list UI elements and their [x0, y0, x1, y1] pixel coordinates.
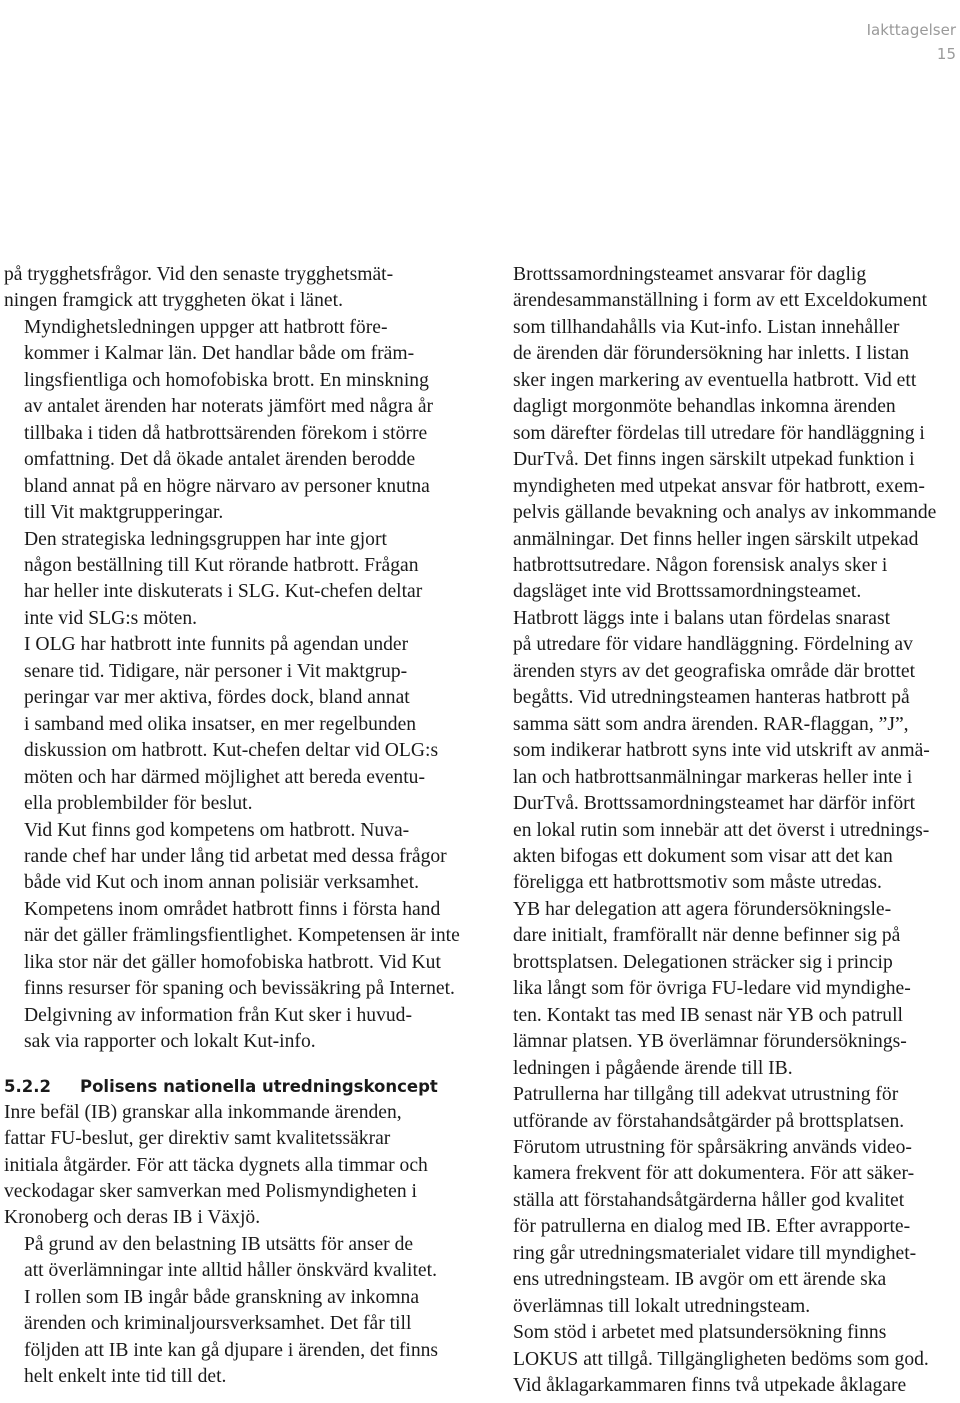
text-line: Patrullerna har tillgång till adekvat utrustning för — [513, 1084, 899, 1106]
text-line: ella problembilder för beslut. — [24, 793, 253, 815]
right-column — [493, 262, 960, 1399]
text-line: finns resurser för spaning och bevissäkring på Internet. — [24, 978, 455, 1000]
text-line: hatbrottsutredare. Någon forensisk analys sker i — [513, 554, 888, 576]
text-line: ärenden och kriminaljoursverksamhet. Det får till — [24, 1313, 412, 1335]
text-line: av antalet ärenden har noterats jämfört med några år — [24, 396, 434, 418]
text-line: ring går utredningsmaterialet vidare till myndighet- — [513, 1242, 917, 1264]
text-line: dagsläget inte vid Brottssamordningsteamet. — [513, 581, 862, 603]
text-line: pelvis gällande bevakning och analys av inkommande — [513, 502, 937, 524]
text-line: kommer i Kalmar län. Det handlar både om främ- — [24, 343, 415, 365]
text-line: lingsfientliga och homofobiska brott. En minskning — [24, 369, 429, 391]
section-number: 5.2.2 — [4, 1076, 51, 1096]
text-line: som indikerar hatbrott syns inte vid utskrift av anmä- — [513, 740, 930, 762]
text-line: Vid Kut finns god kompetens om hatbrott. Nuva- — [24, 819, 410, 841]
text-line: som tillhandahålls via Kut-info. Listan innehåller — [513, 316, 900, 338]
text-line: fattar FU-beslut, ger direktiv samt kvalitetssäkrar — [4, 1128, 391, 1150]
paragraph — [4, 262, 474, 315]
text-line: dagligt morgonmöte behandlas inkomna ärenden — [513, 396, 896, 418]
text-line: Vid åklagarkammaren finns två utpekade åklagare — [513, 1375, 907, 1397]
text-line: följden att IB inte kan gå djupare i ärenden, det finns — [24, 1339, 439, 1361]
text-line: omfattning. Det då ökade antalet ärenden berodde — [24, 449, 416, 471]
text-line: akten bifogas ett dokument som visar att det kan — [513, 845, 893, 867]
text-line: ten. Kontakt tas med IB senast när YB och patrull — [513, 1004, 903, 1026]
text-line: Delgivning av information från Kut sker i huvud- — [24, 1004, 412, 1026]
paragraph — [4, 1003, 474, 1056]
text-line: som därefter fördelas till utredare för handläggning i — [513, 422, 925, 444]
text-line: kamera frekvent för att dokumentera. För att säker- — [513, 1163, 915, 1185]
paragraph — [4, 1100, 474, 1232]
text-line: möten och har därmed möjlighet att bereda eventu- — [24, 766, 425, 788]
text-line: I rollen som IB ingår både granskning av inkomna — [24, 1286, 420, 1308]
text-line: överlämnas till lokalt utredningsteam. — [513, 1295, 811, 1317]
text-line: ärenden styrs av det geografiska område där brottet — [513, 660, 916, 682]
paragraph — [4, 632, 474, 817]
text-line: på trygghetsfrågor. Vid den senaste trygghetsmät- — [4, 264, 394, 285]
text-line: inte vid SLG:s möten. — [24, 607, 198, 629]
text-line: Kronoberg och deras IB i Växjö. — [4, 1207, 261, 1229]
text-line: har heller inte diskuterats i SLG. Kut-chefen deltar — [24, 581, 423, 603]
left-column — [4, 262, 474, 1391]
text-line: ställa att förstahandsåtgärderna håller god kvalitet — [513, 1189, 905, 1211]
running-header — [656, 18, 956, 66]
section-heading-title: Polisens nationella utredningskoncept — [80, 1076, 438, 1096]
text-line: diskussion om hatbrott. Kut-chefen deltar vid OLG:s — [24, 740, 439, 762]
page-number: 15 — [936, 45, 956, 63]
text-line: föreligga ett hatbrottsmotiv som måste utredas. — [513, 872, 882, 894]
right-paragraphs — [493, 262, 960, 1399]
text-line: för patrullerna en dialog med IB. Efter avrapporte- — [513, 1216, 911, 1238]
text-line: veckodagar sker samverkan med Polismyndigheten i — [4, 1180, 417, 1202]
text-line: i samband med olika insatser, en mer regelbunden — [24, 713, 417, 735]
text-line: till Vit maktgrupperingar. — [24, 502, 224, 524]
text-line: ledningen i pågående ärende till IB. — [513, 1057, 793, 1079]
text-line: Den strategiska ledningsgruppen har inte gjort — [24, 528, 387, 550]
text-line: I OLG har hatbrott inte funnits på agendan under — [24, 634, 409, 656]
text-line: lika långt som för övriga FU-ledare vid myndighe- — [513, 978, 911, 1000]
text-line: rande chef har under lång tid arbetat med dessa frågor — [24, 845, 447, 867]
text-line: tillbaka i tiden då hatbrottsärenden förekom i större — [24, 422, 428, 444]
text-line: lan och hatbrottsanmälningar markeras heller inte i — [513, 766, 913, 788]
text-line: myndigheten med utpekat ansvar för hatbrott, exem- — [513, 475, 925, 497]
left-paragraphs-after-heading — [4, 1100, 474, 1391]
text-line: begåtts. Vid utredningsteamen hanteras hatbrott på — [513, 687, 910, 709]
text-line: bland annat på en högre närvaro av personer knutna — [24, 475, 430, 497]
text-line: initiala åtgärder. För att täcka dygnets alla timmar och — [4, 1154, 428, 1176]
text-line: anmälningar. Det finns heller ingen särskilt utpekad — [513, 528, 919, 550]
text-line: ens utredningsteam. IB avgör om ett ärende ska — [513, 1269, 887, 1291]
text-line: brottsplatsen. Delegationen sträcker sig i princip — [513, 951, 893, 973]
left-paragraphs — [4, 262, 474, 1056]
text-line: de ärenden där förundersökning har inletts. I listan — [513, 343, 910, 365]
text-line: när det gäller främlingsfientlighet. Kompetensen är inte — [24, 925, 460, 947]
text-line: lämnar platsen. YB överlämnar förundersöknings- — [513, 1031, 907, 1053]
text-line: sak via rapporter och lokalt Kut-info. — [24, 1031, 316, 1053]
section-heading — [4, 1074, 474, 1100]
text-line: dare initialt, framförallt när denne befinner sig på — [513, 925, 901, 947]
paragraph — [493, 897, 960, 1082]
text-line: utförande av förstahandsåtgärder på brottsplatsen. — [513, 1110, 905, 1132]
text-line: Inre befäl (IB) granskar alla inkommande ärenden, — [4, 1101, 402, 1123]
paragraph — [4, 818, 474, 1003]
text-line: LOKUS att tillgå. Tillgängligheten bedöms som god. — [513, 1348, 929, 1370]
text-line: ningen framgick att tryggheten ökat i länet. — [4, 290, 343, 312]
paragraph — [493, 606, 960, 897]
paragraph — [4, 315, 474, 527]
text-line: någon beställning till Kut rörande hatbrott. Frågan — [24, 554, 419, 576]
text-line: Myndighetsledningen uppger att hatbrott före- — [24, 316, 388, 338]
text-line: ärendesammanställning i form av ett Exceldokument — [513, 290, 928, 312]
text-line: YB har delegation att agera förundersökningsle- — [513, 898, 892, 920]
text-line: DurTvå. Det finns ingen särskilt utpekad funktion i — [513, 449, 915, 471]
text-line: lika stor när det gäller homofobiska hatbrott. Vid Kut — [24, 951, 441, 973]
text-line: DurTvå. Brottssamordningsteamet har därför infört — [513, 793, 916, 815]
paragraph — [493, 1320, 960, 1399]
text-line: Förutom utrustning för spårsäkring används video- — [513, 1136, 912, 1158]
section-title: Iakttagelser — [866, 21, 956, 39]
paragraph — [4, 1232, 474, 1391]
text-line: senare tid. Tidigare, när personer i Vit maktgrup- — [24, 660, 408, 682]
text-line: peringar var mer aktiva, fördes dock, bland annat — [24, 687, 410, 709]
text-line: sker ingen markering av eventuella hatbrott. Vid ett — [513, 369, 917, 391]
text-line: en lokal rutin som innebär att det överst i utrednings- — [513, 819, 930, 841]
text-line: både vid Kut och inom annan polisiär verksamhet. — [24, 872, 420, 894]
text-line: Som stöd i arbetet med platsundersökning finns — [513, 1322, 887, 1344]
text-line: helt enkelt inte tid till det. — [24, 1366, 227, 1388]
text-line: att överlämningar inte alltid håller önskvärd kvalitet. — [24, 1260, 437, 1282]
text-line: Brottssamordningsteamet ansvarar för daglig — [513, 264, 867, 285]
text-line: samma sätt som andra ärenden. RAR-flaggan, ”J”, — [513, 713, 909, 735]
text-line: På grund av den belastning IB utsätts för anser de — [24, 1233, 414, 1255]
text-line: Kompetens inom området hatbrott finns i första hand — [24, 898, 441, 920]
paragraph — [493, 262, 960, 606]
text-line: Hatbrott läggs inte i balans utan fördelas snarast — [513, 607, 891, 629]
paragraph — [4, 527, 474, 633]
paragraph — [493, 1082, 960, 1320]
text-line: på utredare för vidare handläggning. Fördelning av — [513, 634, 913, 656]
